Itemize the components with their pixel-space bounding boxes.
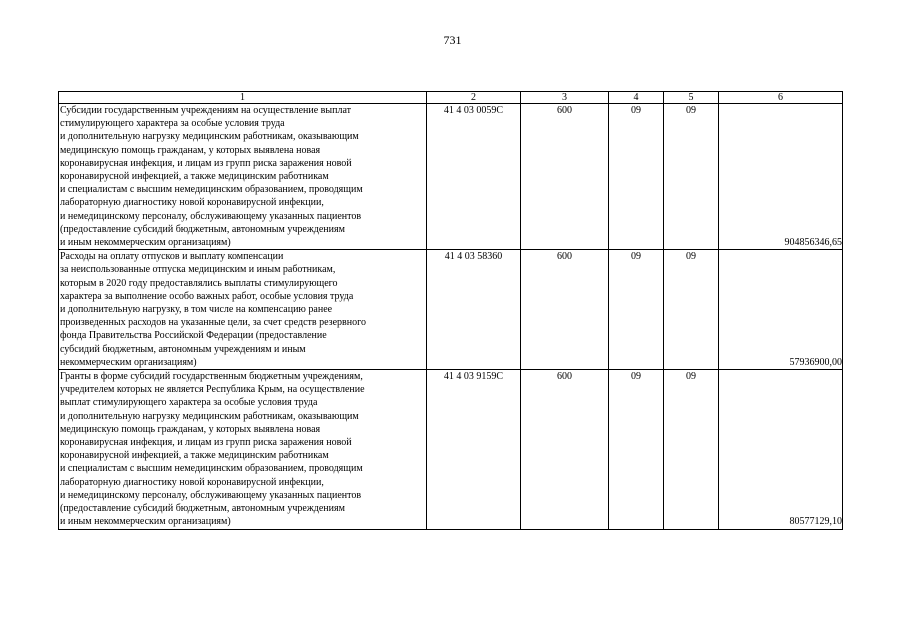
row-code: 41 4 03 0059С xyxy=(427,104,521,250)
table-row xyxy=(59,250,843,370)
description-line: некоммерческим организациям) xyxy=(60,356,197,368)
header-cell-5: 5 xyxy=(664,92,719,104)
description-line: коронавирусной инфекцией, а также медицинским работникам xyxy=(60,171,329,183)
header-cell-2: 2 xyxy=(427,92,521,104)
description-line: и дополнительную нагрузку медицинским работникам, оказывающим xyxy=(60,410,359,422)
row-amount: 904856346,65 xyxy=(719,104,843,250)
description-line: выплат стимулирующего характера за особые условия труда xyxy=(60,397,318,409)
header-cell-4: 4 xyxy=(609,92,664,104)
row-section: 09 xyxy=(609,250,664,370)
description-line: коронавирусная инфекция, и лицам из групп риска заражения новой xyxy=(60,157,352,169)
description-line: и дополнительную нагрузку, в том числе на компенсацию ранее xyxy=(60,304,333,316)
row-subsection: 09 xyxy=(664,250,719,370)
table-row xyxy=(59,370,843,529)
row-code: 41 4 03 9159С xyxy=(427,370,521,529)
description-line: произведенных расходов на указанные цели, за счет средств резервного xyxy=(60,317,366,329)
description-line: характера за выполнение особо важных работ, особые условия труда xyxy=(60,290,354,302)
row-type: 600 xyxy=(521,104,609,250)
description-line: и иным некоммерческим организациям) xyxy=(60,516,231,528)
description-line: субсидий бюджетным, автономным учреждениям и иным xyxy=(60,343,306,355)
description-line: фонда Правительства Российской Федерации (предоставление xyxy=(60,330,327,342)
description-line: и немедицинскому персоналу, обслуживающему указанных пациентов xyxy=(60,210,362,222)
row-description xyxy=(59,104,427,250)
description-line: (предоставление субсидий бюджетным, автономным учреждениям xyxy=(60,503,345,515)
row-code: 41 4 03 58360 xyxy=(427,250,521,370)
description-line: коронавирусной инфекцией, а также медицинским работникам xyxy=(60,450,329,462)
table-header-row xyxy=(59,92,843,104)
description-line: и дополнительную нагрузку медицинским работникам, оказывающим xyxy=(60,131,359,143)
header-cell-1: 1 xyxy=(59,92,427,104)
description-line: (предоставление субсидий бюджетным, автономным учреждениям xyxy=(60,223,345,235)
table-row xyxy=(59,104,843,250)
header-cell-3: 3 xyxy=(521,92,609,104)
description-line: лабораторную диагностику новой коронавирусной инфекции, xyxy=(60,476,324,488)
row-subsection: 09 xyxy=(664,370,719,529)
description-line: и специалистам с высшим немедицинским образованием, проводящим xyxy=(60,184,363,196)
row-description xyxy=(59,250,427,370)
header-cell-6: 6 xyxy=(719,92,843,104)
description-line: лабораторную диагностику новой коронавирусной инфекции, xyxy=(60,197,324,209)
row-type: 600 xyxy=(521,250,609,370)
description-line: стимулирующего характера за особые условия труда xyxy=(60,118,285,130)
description-line: Субсидии государственным учреждениям на осуществление выплат xyxy=(60,105,351,116)
description-line: и иным некоммерческим организациям) xyxy=(60,237,231,249)
description-line: и немедицинскому персоналу, обслуживающему указанных пациентов xyxy=(60,489,362,501)
row-description xyxy=(59,370,427,529)
description-line: которым в 2020 году предоставлялись выплаты стимулирующего xyxy=(60,277,338,289)
page-number: 731 xyxy=(443,33,462,47)
description-line: коронавирусная инфекция, и лицам из групп риска заражения новой xyxy=(60,437,352,449)
row-type: 600 xyxy=(521,370,609,529)
budget-table xyxy=(58,91,843,530)
description-line: Расходы на оплату отпусков и выплату компенсации xyxy=(60,251,284,263)
row-amount: 80577129,10 xyxy=(719,370,843,529)
description-line: за неиспользованные отпуска медицинским и иным работникам, xyxy=(60,264,336,276)
description-line: и специалистам с высшим немедицинским образованием, проводящим xyxy=(60,463,363,475)
description-line: медицинскую помощь гражданам, у которых выявлена новая xyxy=(60,144,321,156)
row-section: 09 xyxy=(609,370,664,529)
description-line: медицинскую помощь гражданам, у которых выявлена новая xyxy=(60,423,321,435)
description-line: учредителем которых не является Республика Крым, на осуществление xyxy=(60,384,365,396)
row-subsection: 09 xyxy=(664,104,719,250)
row-section: 09 xyxy=(609,104,664,250)
row-amount: 57936900,00 xyxy=(719,250,843,370)
description-line: Гранты в форме субсидий государственным бюджетным учреждениям, xyxy=(60,371,363,383)
